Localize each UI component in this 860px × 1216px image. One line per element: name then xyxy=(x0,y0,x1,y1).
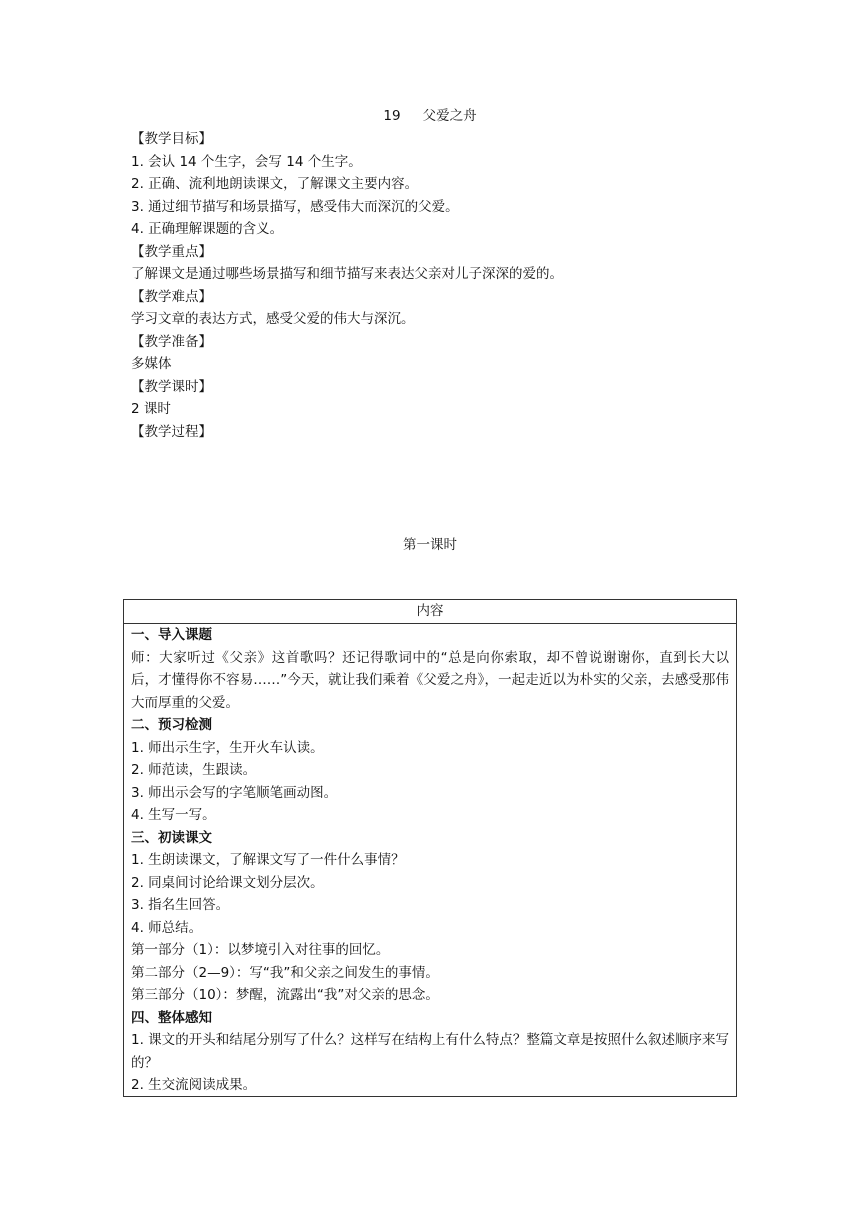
key-points-heading: 【教学重点】 xyxy=(131,243,212,260)
objective-item: 2. 正确、流利地朗读课文，了解课文主要内容。 xyxy=(131,176,419,192)
list-item: 1. 生朗读课文，了解课文写了一件什么事情？ xyxy=(131,852,405,868)
difficulties-text: 学习文章的表达方式，感受父爱的伟大与深沉。 xyxy=(131,311,415,327)
periods-text: 2 课时 xyxy=(131,401,171,417)
objective-item: 1. 会认 14 个生字，会写 14 个生字。 xyxy=(131,153,362,170)
difficulties-heading: 【教学难点】 xyxy=(131,288,212,305)
list-item: 1. 师出示生字，生开火车认读。 xyxy=(131,739,324,756)
objective-item: 3. 通过细节描写和场景描写，感受伟大而深沉的父爱。 xyxy=(131,198,459,215)
list-item: 第二部分（2—9）：写“我”和父亲之间发生的事情。 xyxy=(131,964,439,981)
list-item: 4. 师总结。 xyxy=(131,919,203,936)
list-item: 3. 师出示会写的字笔顺笔画动图。 xyxy=(131,784,338,801)
objective-item: 4. 正确理解课题的含义。 xyxy=(131,221,284,237)
list-item: 2. 生交流阅读成果。 xyxy=(131,1077,257,1093)
objectives-heading: 【教学目标】 xyxy=(131,131,212,147)
list-item: 2. 师范读，生跟读。 xyxy=(131,762,257,778)
key-points-text: 了解课文是通过哪些场景描写和细节描写来表达父亲对儿子深深的爱的。 xyxy=(131,266,563,282)
section-heading: 一、导入课题 xyxy=(131,627,212,643)
table-header: 内容 xyxy=(124,600,736,624)
list-item: 4. 生写一写。 xyxy=(131,807,216,823)
section-heading: 三、初读课文 xyxy=(131,829,212,846)
list-item: 3. 指名生回答。 xyxy=(131,897,230,913)
list-item: 2. 同桌间讨论给课文划分层次。 xyxy=(131,874,324,891)
preparation-text: 多媒体 xyxy=(131,356,172,372)
question-paragraph: 1. 课文的开头和结尾分别写了什么？这样写在结构上有什么特点？整篇文章是按照什么叙述顺序来写的？ xyxy=(131,1032,729,1071)
lesson-title xyxy=(0,106,860,126)
list-item: 第三部分（10）：梦醒，流露出“我”对父亲的思念。 xyxy=(131,987,439,1003)
lesson-intro xyxy=(131,128,751,443)
section-title: 第一课时 xyxy=(403,537,457,553)
table-body xyxy=(124,624,736,1097)
list-item: 第一部分（1）：以梦境引入对往事的回忆。 xyxy=(131,942,390,958)
content-table xyxy=(123,599,737,1097)
intro-paragraph: 师：大家听过《父亲》这首歌吗？还记得歌词中的“总是向你索取，却不曾说谢谢你，直到长大以后，才懂得你不容易……”今天，就让我们乘着《父爱之舟》，一起走近以为朴实的父亲，去感受那伟大而厚重的父爱。 xyxy=(131,649,729,711)
periods-heading: 【教学课时】 xyxy=(131,378,212,395)
process-heading: 【教学过程】 xyxy=(131,423,212,440)
lesson-name: 父爱之舟 xyxy=(422,108,477,124)
section-heading: 四、整体感知 xyxy=(131,1009,212,1026)
lesson-number: 19 xyxy=(383,108,401,124)
preparation-heading: 【教学准备】 xyxy=(131,333,212,350)
section-heading: 二、预习检测 xyxy=(131,717,212,733)
